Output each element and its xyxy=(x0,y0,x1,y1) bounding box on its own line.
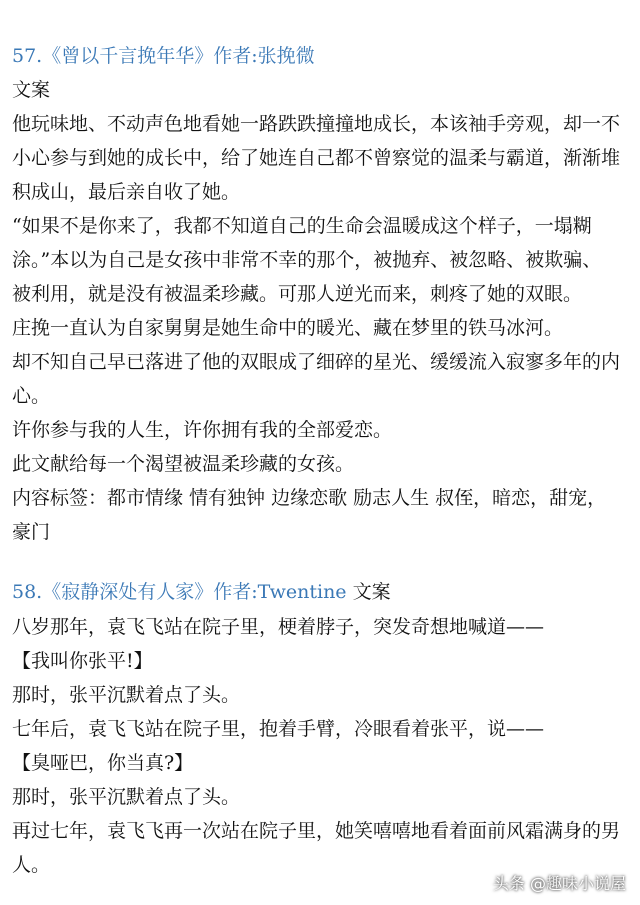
section-57-tags-line-2: 豪门 xyxy=(12,521,51,543)
section-58-line-7: 再过七年，袁飞飞再一次站在院子里，她笑嘻嘻地看着面前风霜满身的男 xyxy=(12,820,621,842)
section-58-label: 文案 xyxy=(352,581,391,603)
section-58-heading: 58.《寂静深处有人家》作者:Twentine xyxy=(12,581,347,603)
section-58-line-8: 人。 xyxy=(12,854,51,876)
section-57-heading: 57.《曾以千言挽年华》作者:张挽微 xyxy=(12,45,315,67)
section-57-line-7: 庄挽一直认为自家舅舅是她生命中的暖光、藏在梦里的铁马冰河。 xyxy=(12,317,564,339)
section-58-heading-row xyxy=(12,578,632,606)
section-58-line-3: 那时，张平沉默着点了头。 xyxy=(12,684,241,706)
section-57-line-6: 被利用，就是没有被温柔珍藏。可那人逆光而来，刺疼了她的双眼。 xyxy=(12,283,583,305)
section-58-line-5: 【臭哑巴，你当真?】 xyxy=(12,752,194,774)
section-57-line-5: 涂。”本以为自己是女孩中非常不幸的那个，被抛弃、被忽略、被欺骗、 xyxy=(12,249,602,271)
section-57-line-2: 小心参与到她的成长中，给了她连自己都不曾察觉的温柔与霸道，渐渐堆 xyxy=(12,147,621,169)
section-57-line-9: 心。 xyxy=(12,385,51,407)
section-57-line-4: “如果不是你来了，我都不知道自己的生命会温暖成这个样子，一塌糊 xyxy=(12,215,592,237)
section-57-line-10: 许你参与我的人生，许你拥有我的全部爱恋。 xyxy=(12,419,393,441)
section-58-line-1: 八岁那年，袁飞飞站在院子里，梗着脖子，突发奇想地喊道—— xyxy=(12,616,545,638)
section-58-line-6: 那时，张平沉默着点了头。 xyxy=(12,786,241,808)
watermark: 头条 @趣味小说屋 xyxy=(492,874,626,893)
section-58-line-2: 【我叫你张平!】 xyxy=(12,650,153,672)
section-57-line-8: 却不知自己早已落进了他的双眼成了细碎的星光、缓缓流入寂寥多年的内 xyxy=(12,351,621,373)
section-57-line-11: 此文献给每一个渴望被温柔珍藏的女孩。 xyxy=(12,453,355,475)
section-58-line-4: 七年后，袁飞飞站在院子里，抱着手臂，冷眼看着张平，说—— xyxy=(12,718,545,740)
section-57-label: 文案 xyxy=(12,79,51,101)
section-57-line-1: 他玩味地、不动声色地看她一路跌跌撞撞地成长，本该袖手旁观，却一不 xyxy=(12,113,621,135)
section-57-tags-line: 内容标签：都市情缘 情有独钟 边缘恋歌 励志人生 叔侄，暗恋，甜宠， xyxy=(12,487,607,509)
section-57-line-3: 积成山，最后亲自收了她。 xyxy=(12,181,241,203)
